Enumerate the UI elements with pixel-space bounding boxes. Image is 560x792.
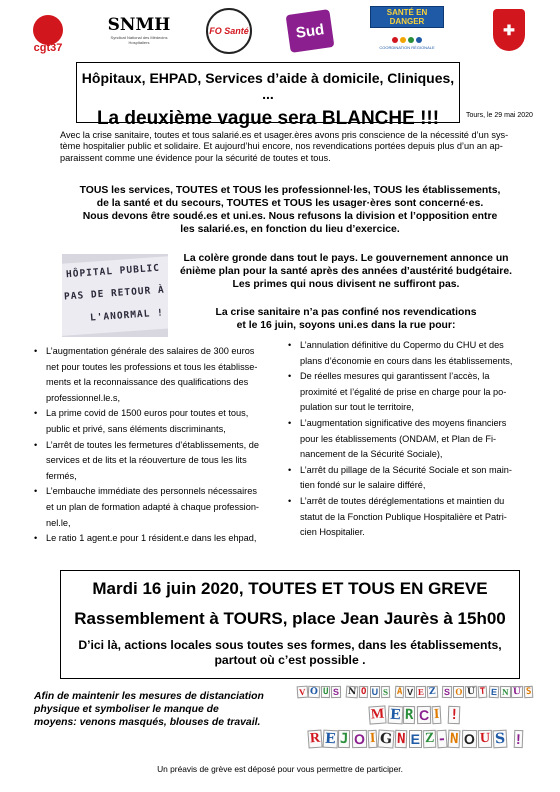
list-item (288, 494, 528, 541)
collage-letter: N (448, 730, 461, 749)
list-item-line: • L’annulation définitive du Copermo du CHU et des (300, 340, 504, 350)
collage-letter: N (395, 730, 408, 748)
collage-letter: O (308, 686, 320, 699)
demands-list-right (288, 338, 528, 541)
intro-paragraph (60, 130, 530, 164)
collage-letter: ! (448, 706, 461, 724)
collage-letter: G (378, 729, 395, 748)
coordination-text: COORDINATION RÉGIONALE (379, 44, 435, 50)
list-item (34, 344, 284, 406)
list-item-line: • L’arrêt du pillage de la Sécurité Sociale et son main- (300, 464, 512, 475)
footer-note: Un préavis de grève est déposé pour vous permettre de participer. (157, 764, 403, 774)
collage-letter: J (338, 730, 351, 748)
collage-letter: U (321, 686, 331, 698)
list-item-line: ments et la reconnaissance des qualifications des (46, 377, 249, 388)
collage-row-thanks (296, 706, 534, 724)
anger-line: énième plan pour la santé après des années d’austérité budgétaire. (179, 266, 513, 277)
list-item-line: proximité et l’égalité de prise en charge pour la po- (300, 386, 507, 397)
collage-letter: Z (427, 686, 438, 699)
list-item-line: • La prime covid de 1500 euros pour toutes et tous, (46, 408, 249, 419)
local-actions-line: D’ici là, actions locales sous toutes ses formes, dans les établissements, (78, 638, 502, 652)
list-item-line: et un plan de formation adapté à chaque profession- (46, 501, 259, 512)
collage-letter: O (352, 730, 367, 748)
list-item (288, 369, 528, 416)
list-item-line: services et de lits et la réouverture de tous les lits (46, 455, 247, 466)
collage-letter: V (405, 686, 415, 698)
sud-logo-text: Sud (294, 20, 326, 42)
coordination-dots-icon (392, 37, 422, 43)
strike-date-heading: Mardi 16 juin 2020, TOUTES ET TOUS EN GREVE (92, 579, 488, 598)
collage-letter: E (416, 686, 426, 698)
cgt-logo (28, 6, 68, 54)
anger-line: Les primes qui nous divisent ne suffiront pas. (232, 279, 460, 290)
list-item-line: tien fondé sur le salaire différé, (300, 480, 426, 491)
demands-right-column (288, 338, 528, 541)
local-actions-text (61, 638, 519, 668)
list-item (34, 406, 284, 437)
snmh-logo (100, 6, 178, 54)
statement-line: de la santé et du secours, TOUTES et TOUS les usager·ères sont concerné·es. (96, 198, 484, 209)
collage-letter: S (524, 686, 534, 698)
collage-letter: ! (513, 730, 522, 748)
collage-letter: U (511, 686, 523, 698)
collage-letter: N (500, 686, 511, 698)
list-item-line: statut de la Fonction Publique Hospitalière et Patri- (300, 511, 507, 522)
collage-letter: M (369, 705, 387, 724)
collage-letter: T (478, 686, 488, 699)
protest-sign-photo (62, 254, 168, 337)
list-item (288, 463, 528, 494)
sign-line: L'ANORMAL ! (89, 307, 165, 324)
list-item-line: • L’augmentation générale des salaires de 300 euros (46, 346, 255, 356)
solidarity-statement (60, 184, 520, 236)
document-date: Tours, le 29 mai 2020 (466, 112, 533, 119)
logo-bar (0, 0, 560, 62)
collage-letter: U (371, 687, 379, 697)
list-item-line: professionnel.le.s, (46, 392, 121, 403)
collage-letter: O (359, 686, 369, 698)
sante-en-danger-text: SANTÉ EN DANGER (386, 8, 428, 26)
crisis-line: et le 16 juin, soyons uni.es dans la rue pour: (236, 320, 456, 331)
collage-letter: R (403, 706, 416, 724)
shield-logo (490, 6, 528, 54)
collage-letter (507, 730, 513, 748)
coordination-logo (370, 30, 444, 56)
distancing-line: Afin de maintenir les mesures de distanciation (34, 691, 264, 702)
title-subheading: Hôpitaux, EHPAD, Services d’aide à domicile, Cliniques, ... (81, 70, 455, 102)
sign-line: HÔPITAL PUBLIC (65, 262, 161, 281)
collage-letter (391, 686, 394, 698)
collage-letter: E (488, 686, 499, 699)
local-actions-line: partout où c’est possible . (214, 653, 366, 667)
collage-letter: - (437, 730, 448, 749)
collage-letter: S (381, 686, 390, 698)
fo-logo-disc (206, 8, 252, 54)
list-item-line: • L’arrêt de toutes les fermetures d’établissements, de (46, 439, 259, 450)
list-item-line: pulation sur tout le territoire, (300, 402, 414, 413)
demands-left-column (34, 344, 284, 547)
cgt-emblem-icon (33, 15, 63, 45)
list-item-line: nel.le, (46, 517, 71, 528)
intro-line: Avec la crise sanitaire, toutes et tous salarié.es et usager.ères avons pris conscience de la nécessité d’un sys- (60, 130, 509, 140)
collage-letter: S (331, 686, 341, 698)
list-item-line: net pour toutes les professions et tous les établisse- (46, 361, 258, 372)
thank-you-collage (296, 686, 534, 756)
list-item (34, 438, 284, 485)
collage-letter: O (455, 687, 463, 697)
collage-letter: S (492, 730, 507, 749)
anger-line: La colère gronde dans tout le pays. Le gouvernement annonce un (183, 253, 509, 264)
list-item-line: • Le ratio 1 agent.e pour 1 résident.e dans les ehpad, (46, 533, 257, 544)
crisis-line: La crise sanitaire n’a pas confiné nos revendications (215, 307, 477, 318)
collage-letter: C (417, 706, 431, 724)
page-title: La deuxième vague sera BLANCHE !!! (96, 108, 440, 129)
statement-line: Nous devons être soudé.es et uni.es. Nous refusons la division et l’opposition entre (82, 211, 498, 222)
list-item (34, 484, 284, 531)
shield-icon: ✚ (493, 9, 525, 51)
sud-logo (278, 4, 342, 58)
fo-sante-logo (200, 6, 258, 56)
collage-letter: A (394, 686, 404, 698)
list-item (34, 531, 284, 547)
collage-letter: I (431, 706, 441, 724)
collage-letter: S (442, 686, 452, 698)
statement-line: TOUS les services, TOUTES et TOUS les professionnel·les, TOUS les établissements, (79, 185, 501, 196)
sign-line: PAS DE RETOUR À (63, 284, 166, 303)
rally-location-heading: Rassemblement à TOURS, place Jean Jaurès à 15h00 (74, 609, 506, 628)
collage-row-join (296, 730, 534, 748)
distancing-line: moyens: venons masqués, blouses de travail. (34, 717, 261, 728)
sante-en-danger-logo (370, 6, 444, 28)
collage-letter: E (387, 706, 403, 725)
snmh-logo-text: SNMH (107, 15, 171, 35)
collage-letter: N (346, 686, 359, 699)
collage-letter: O (461, 730, 476, 748)
intro-line: tème hospitalier public et solidaire. Et aujourd’hui encore, nos revendications portées depuis plus d’un an ap- (60, 141, 503, 152)
cgt-logo-text: cgt37 (33, 42, 63, 54)
anger-paragraph (176, 252, 516, 291)
distancing-note (34, 690, 296, 729)
sud-logo-badge (286, 9, 335, 53)
list-item-line: cien Hospitalier. (300, 527, 365, 538)
fo-logo-text: FO Santé (209, 26, 249, 36)
list-item (288, 338, 528, 369)
collage-letter: Z (423, 730, 437, 748)
list-item-line: • L’embauche immédiate des personnels nécessaires (46, 486, 257, 497)
collage-letter: U (465, 686, 477, 698)
collage-letter: E (322, 730, 338, 749)
collage-letter: R (307, 730, 322, 749)
list-item-line: • L’augmentation significative des moyens financiers (300, 417, 507, 428)
title-box (76, 62, 460, 129)
strike-announcement-box (60, 570, 520, 679)
collage-row-supported (296, 686, 534, 698)
list-item-line: nancement de la Sécurité Sociale), (300, 449, 443, 460)
list-item-line: • De réelles mesures qui garantissent l’accès, la (300, 371, 490, 382)
list-item-line: • L’arrêt de toutes déréglementations et maintien du (300, 495, 505, 506)
collage-letter: V (296, 686, 307, 699)
collage-letter: I (367, 730, 377, 748)
collage-letter: E (410, 731, 421, 747)
crisis-paragraph (176, 306, 516, 332)
demands-list-left (34, 344, 284, 547)
statement-line: les salarié.es, en fonction du lieu d’exercice. (180, 224, 400, 235)
list-item-line: pour les établissements (ONDAM, et Plan de Fi- (300, 433, 497, 444)
snmh-logo-subtext: Syndicat National des Médecins Hospitaliers (110, 35, 168, 45)
intro-line: paraissent comme une évidence pour la sécurité de toutes et tous. (60, 152, 331, 163)
list-item (288, 416, 528, 463)
list-item-line: plans d’économie en cours dans les établissements, (300, 355, 513, 366)
distancing-line: physique et symboliser le manque de (34, 704, 219, 715)
list-item-line: public et privé, sans éléments discriminants, (46, 423, 226, 434)
collage-letter: U (477, 730, 491, 748)
list-item-line: fermés, (46, 470, 77, 481)
